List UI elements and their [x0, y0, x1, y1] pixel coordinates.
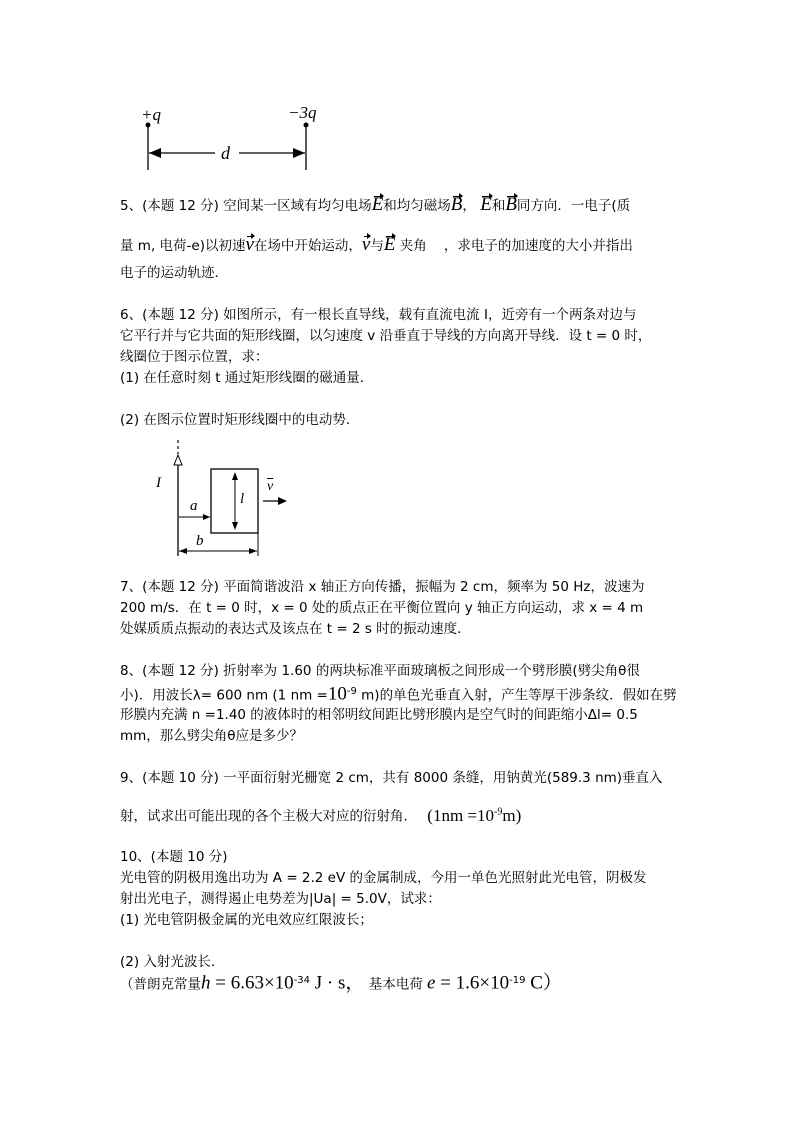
q7-line-2: 200 m/s．在 t = 0 时，x = 0 处的质点正在平衡位置向 y 轴正方向运动，求 x = 4 m	[120, 600, 644, 616]
q8-line-3: 形膜内充满 n =1.40 的液体时的相邻明纹间距比劈形膜内是空气时的间距缩小Δl= 0.5	[120, 707, 638, 723]
q9-text: 射，试求出可能出现的各个主极大对应的衍射角．	[120, 808, 417, 825]
q5-text: 与	[370, 238, 384, 254]
q5-text: ，求电子的加速度的大小并指出	[443, 238, 633, 254]
vector-v: v	[361, 234, 371, 255]
q5-text: 和均匀磁场	[383, 198, 451, 214]
q5-text: 5、(本题 12 分) 空间某一区域有均匀电场	[120, 198, 372, 214]
q8-line-4: mm，那么劈尖角θ应是多少？	[120, 728, 304, 744]
q6-line-2: 它平行并与它共面的矩形线圈，以匀速度 v 沿垂直于导线的方向离开导线．设 t = 0 时，	[120, 328, 652, 344]
vector-v: v	[245, 234, 254, 255]
q5-text: ，	[462, 198, 476, 214]
velocity-label: $\overline{v}$	[267, 479, 274, 494]
q5-text: 夹角	[399, 238, 427, 254]
vector-B: B	[505, 194, 517, 215]
vector-E: E	[480, 194, 492, 215]
q5-text: 和	[491, 198, 506, 214]
unit-note: $(1nm =10^{-9}m)$	[427, 805, 522, 825]
length-l-label: l	[240, 491, 245, 507]
q10-line-3: 射出光电子，测得遏止电势差为|Ua| = 5.0V，试求：	[120, 891, 441, 907]
q8-text: 小)．用波长λ= 600 nm (1 nm =	[120, 687, 328, 704]
q8-line-2	[120, 683, 677, 705]
q5-line-1	[120, 196, 630, 215]
q10-line-1: 10、(本题 10 分)	[120, 849, 228, 865]
distance-label: d	[221, 143, 230, 163]
q8-text: m)的单色光垂直入射，产生等厚干涉条纹．假如在劈	[356, 687, 677, 704]
q9-line-1: 9、(本题 10 分) 一平面衍射光栅宽 2 cm，共有 8000 条缝，用钠黄光(589.3 nm)垂直入	[120, 770, 663, 786]
q6-sub-2: (2) 在图示位置时矩形线圈中的电动势．	[120, 412, 360, 428]
right-charge-label: −3q	[288, 103, 317, 122]
planck-symbol: h	[201, 972, 211, 994]
q5-text: 同方向．一电子(质	[516, 198, 631, 214]
q10-text: 基本电荷	[364, 976, 423, 993]
q6-line-1: 6、(本题 12 分) 如图所示，有一根长直导线，载有直流电流 I，近旁有一个两条对边与	[120, 307, 637, 323]
q6-sub-1: (1) 在任意时刻 t 通过矩形线圈的磁通量．	[120, 370, 374, 386]
current-label: I	[156, 475, 161, 491]
q9-line-2	[120, 803, 521, 826]
vector-E: E	[383, 234, 396, 255]
wire-loop-figure	[150, 436, 310, 561]
q7-line-3: 处媒质质点振动的表达式及该点在 t = 2 s 时的振动速度．	[120, 621, 471, 637]
q5-line-3: 电子的运动轨迹．	[120, 265, 228, 281]
q10-text: （普朗克常量	[120, 976, 201, 993]
q6-line-3: 线圈位于图示位置，求：	[120, 349, 269, 365]
q10-sub-1: (1) 光电管阴极金属的光电效应红限波长；	[120, 912, 373, 928]
charges-figure	[135, 100, 335, 175]
q5-text: 量 m, 电荷-e)以初速	[120, 238, 246, 254]
q10-constants: （普朗克常量$h = 6.63\times 10^{-34}$ J · s， 基本电荷 $e = 1.6\times 10^{-19}$ C）	[120, 972, 562, 994]
q8-line-1: 8、(本题 12 分) 折射率为 1.60 的两块标准平面玻璃板之间形成一个劈形膜(劈尖角θ很	[120, 663, 640, 679]
q7-line-1: 7、(本题 12 分) 平面简谐波沿 x 轴正方向传播，振幅为 2 cm，频率为 50 Hz，波速为	[120, 579, 645, 595]
charge-symbol: e	[427, 972, 436, 994]
q5-text: 在场中开始运动，	[253, 238, 362, 254]
q5-line-2	[120, 236, 633, 255]
vector-B: B	[450, 194, 463, 215]
left-charge-label: +q	[141, 105, 161, 124]
power-exponent: -9	[346, 686, 357, 697]
vector-E: E	[371, 194, 384, 215]
power-base: 10	[327, 683, 347, 705]
q10-sub-2: (2) 入射光波长．	[120, 954, 225, 970]
q10-line-2: 光电管的阴极用逸出功为 A = 2.2 eV 的金属制成，今用一单色光照射此光电管，阴极发	[120, 870, 647, 886]
distance-a-label: a	[190, 498, 198, 514]
distance-b-label: b	[196, 533, 204, 549]
